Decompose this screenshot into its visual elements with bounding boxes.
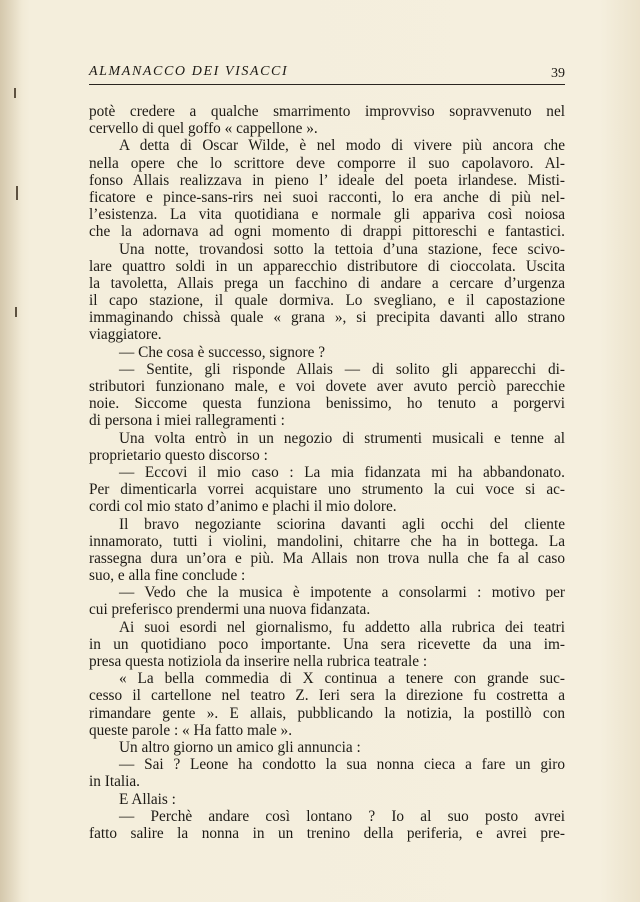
text-line: A detta di Oscar Wilde, è nel modo di vivere più ancora che xyxy=(119,137,565,155)
text-line: rimandare gente ». E allais, pubblicando la notizia, la postillò con xyxy=(89,704,565,722)
text-line: potè credere a qualche smarrimento improvviso sopravvenuto nel xyxy=(89,103,565,120)
text-line: proprietario questo discorso : xyxy=(89,446,268,464)
page-header xyxy=(89,62,565,86)
text-line: l’esistenza. La vita quotidiana e normale gli appariva così noiosa xyxy=(89,206,565,224)
text-line: fatto salire la nonna in un trenino della periferia, e avrei pre- xyxy=(89,824,565,842)
text-line: — Sentite, gli risponde Allais — di solito gli apparecchi di- xyxy=(119,360,565,378)
text-line: Una volta entrò in un negozio di strumenti musicali e tenne al xyxy=(119,429,565,447)
text-line: Ai suoi esordi nel giornalismo, fu addetto alla rubrica dei teatri xyxy=(119,618,565,636)
text-line: cesso il cartellone nel teatro Z. Ieri sera la direzione fu costretta a xyxy=(89,687,565,705)
text-line: cui preferisco prendermi una nuova fidanzata. xyxy=(89,601,371,619)
text-line: che la adornava ad ogni momento di drappi pittoreschi e fantastici. xyxy=(89,223,565,241)
text-line: Una notte, trovandosi sotto la tettoia d’una stazione, fece scivo- xyxy=(119,240,565,258)
page-number: 39 xyxy=(551,66,565,81)
text-line: suo, e alla fine conclude : xyxy=(89,567,246,585)
text-line: rassegna dura un’ora e più. Ma Allais non trova nulla che fa al caso xyxy=(89,549,565,567)
body-text xyxy=(89,103,565,842)
header-rule xyxy=(89,84,565,85)
text-line: — Perchè andare così lontano ? Io al suo posto avrei xyxy=(119,807,565,825)
text-line: il capo stazione, il quale dormiva. Lo svegliano, e il capostazione xyxy=(89,292,565,310)
text-line: « La bella commedia di X continua a tenere con grande suc- xyxy=(119,670,565,688)
text-line: fonso Allais realizzava in pieno l’ ideale del poeta irlandese. Misti- xyxy=(89,171,565,189)
text-line: — Sai ? Leone ha condotto la sua nonna cieca a fare un giro xyxy=(119,756,565,774)
binding-mark xyxy=(15,307,17,317)
binding-mark xyxy=(16,186,18,200)
text-line: noie. Siccome questa funziona benissimo, ho tenuto a porgervi xyxy=(89,395,565,413)
text-line: stributori funzionano male, e voi dovete aver avuto perciò parecchie xyxy=(89,378,565,395)
text-line: queste parole : « Ha fatto male ». xyxy=(89,721,293,739)
text-line: — Eccovi il mio caso : La mia fidanzata mi ha abbandonato. xyxy=(119,463,565,481)
text-line: nella opere che lo scrittore deve comporre il suo capolavoro. Al- xyxy=(89,154,565,172)
text-line: viaggiatore. xyxy=(89,326,162,344)
text-line: cordi col mio stato d’animo e plachi il mio dolore. xyxy=(89,498,397,516)
text-line: in Italia. xyxy=(89,773,140,791)
text-line: Un altro giorno un amico gli annuncia : xyxy=(119,738,361,756)
text-line: — Che cosa è successo, signore ? xyxy=(119,343,326,361)
text-line: — Vedo che la musica è impotente a consolarmi : motivo per xyxy=(119,584,565,602)
text-line: immaginando chissà quale « grana », si precipita davanti allo strano xyxy=(89,309,565,327)
text-line: E Allais : xyxy=(119,790,176,808)
binding-mark xyxy=(14,88,16,98)
page-gutter-shadow xyxy=(0,0,22,902)
text-line: di persona i miei rallegramenti : xyxy=(89,412,285,430)
text-line: innamorato, tutti i violini, mandolini, chitarre che ha in bottega. La xyxy=(89,532,565,550)
text-line: presa questa notiziola da inserire nella rubrica teatrale : xyxy=(89,653,428,670)
text-line: in un quotidiano poco importante. Una sera ricevette da una im- xyxy=(89,635,565,653)
text-line: ficatore e pince-sans-rirs nei suoi racconti, lo era anche di più nel- xyxy=(89,188,565,206)
running-title: ALMANACCO DEI VISACCI xyxy=(89,64,289,79)
text-line: la tavoletta, Allais prega un facchino di andare a cercare d’urgenza xyxy=(89,274,565,292)
text-line: Per dimenticarla vorrei acquistare uno strumento la cui voce si ac- xyxy=(89,481,565,499)
text-line: cervello di quel goffo « cappellone ». xyxy=(89,120,318,138)
text-line: lare quattro soldi in un apparecchio distributore di cioccolata. Uscita xyxy=(89,257,565,275)
text-line: Il bravo negoziante sciorina davanti agli occhi del cliente xyxy=(119,515,565,533)
